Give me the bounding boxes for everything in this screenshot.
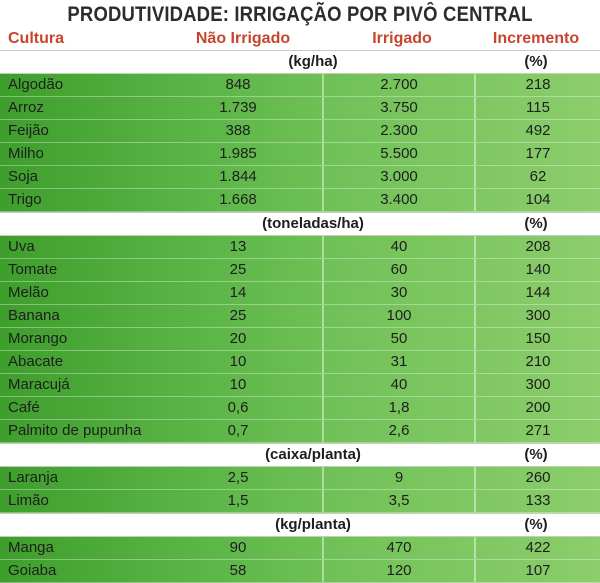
section-rows [0,236,600,443]
table-row [0,420,600,443]
cell-nao-irrigado: 1.739 [219,99,257,116]
table-row [0,305,600,328]
cell-nao-irrigado: 25 [229,261,247,278]
cell-cultura: Morango [8,330,68,347]
cell-irrigado: 60 [322,259,474,281]
cell-irrigado: 2,6 [322,420,474,442]
header-cultura: Cultura [8,30,64,47]
cell-cultura: Manga [8,539,54,556]
table-row [0,537,600,560]
cell-nao-irrigado: 1.985 [219,145,257,162]
cell-irrigado: 2.700 [322,74,474,96]
table-row [0,490,600,513]
unit-row [0,50,600,74]
cell-incremento: 210 [474,351,600,373]
table-row [0,467,600,490]
cell-cultura: Limão [8,492,49,509]
cell-cultura: Algodão [8,76,64,93]
unit-row [0,212,600,236]
unit-label: (kg/ha) [288,53,338,70]
cell-cultura: Arroz [8,99,44,116]
cell-cultura: Trigo [8,191,42,208]
cell-nao-irrigado: 388 [225,122,251,139]
cell-cultura: Uva [8,238,35,255]
cell-irrigado: 30 [322,282,474,304]
cell-cultura: Abacate [8,353,64,370]
cell-cultura: Tomate [8,261,58,278]
cell-cultura: Maracujá [8,376,70,393]
cell-incremento: 271 [474,420,600,442]
page-title: PRODUTIVIDADE: IRRIGAÇÃO POR PIVÔ CENTRAL [67,3,533,26]
cell-irrigado: 3.750 [322,97,474,119]
unit-label: (kg/planta) [275,516,351,533]
unit-spacer [0,514,154,536]
cell-incremento: 200 [474,397,600,419]
cell-nao-irrigado: 14 [229,284,247,301]
table-row [0,351,600,374]
unit-spacer [0,444,154,466]
cell-incremento: 300 [474,374,600,396]
table-row [0,143,600,166]
cell-incremento: 107 [474,560,600,582]
cell-nao-irrigado: 0,6 [227,399,249,416]
section-rows [0,74,600,212]
table-row [0,97,600,120]
cell-nao-irrigado: 25 [229,307,247,324]
cell-incremento: 492 [474,120,600,142]
cell-incremento: 218 [474,74,600,96]
cell-cultura: Melão [8,284,49,301]
percent-label: (%) [524,215,548,232]
cell-irrigado: 120 [322,560,474,582]
cell-nao-irrigado: 10 [229,376,247,393]
table-row [0,328,600,351]
table-header [0,27,600,50]
table-row [0,166,600,189]
cell-nao-irrigado: 10 [229,353,247,370]
cell-incremento: 115 [474,97,600,119]
cell-nao-irrigado: 13 [229,238,247,255]
cell-incremento: 104 [474,189,600,211]
table-row [0,189,600,212]
cell-cultura: Café [8,399,40,416]
section-rows [0,467,600,513]
cell-incremento: 150 [474,328,600,350]
cell-irrigado: 5.500 [322,143,474,165]
cell-irrigado: 3.400 [322,189,474,211]
cell-incremento: 300 [474,305,600,327]
section-rows [0,537,600,583]
cell-nao-irrigado: 1.844 [219,168,257,185]
cell-cultura: Milho [8,145,44,162]
table-row [0,560,600,583]
cell-irrigado: 100 [322,305,474,327]
cell-incremento: 208 [474,236,600,258]
header-nao-irrigado: Não Irrigado [195,30,291,47]
cell-incremento: 133 [474,490,600,512]
unit-spacer [0,213,154,235]
unit-label: (toneladas/ha) [262,215,364,232]
cell-nao-irrigado: 2,5 [227,469,249,486]
table-body [0,50,600,583]
cell-cultura: Banana [8,307,60,324]
table-row [0,120,600,143]
cell-irrigado: 3.000 [322,166,474,188]
cell-irrigado: 9 [322,467,474,489]
cell-incremento: 260 [474,467,600,489]
cell-cultura: Goiaba [8,562,57,579]
cell-nao-irrigado: 58 [229,562,247,579]
cell-irrigado: 1,8 [322,397,474,419]
cell-cultura: Palmito de pupunha [8,422,142,439]
cell-cultura: Soja [8,168,39,185]
cell-incremento: 177 [474,143,600,165]
cell-irrigado: 40 [322,236,474,258]
cell-incremento: 422 [474,537,600,559]
cell-irrigado: 31 [322,351,474,373]
cell-irrigado: 3,5 [322,490,474,512]
percent-label: (%) [524,53,548,70]
cell-nao-irrigado: 20 [229,330,247,347]
cell-nao-irrigado: 848 [225,76,251,93]
cell-nao-irrigado: 0,7 [227,422,249,439]
table-row [0,74,600,97]
unit-spacer [0,51,154,73]
percent-label: (%) [524,516,548,533]
table-row [0,282,600,305]
cell-incremento: 140 [474,259,600,281]
unit-row [0,443,600,467]
header-irrigado: Irrigado [372,30,432,47]
table-row [0,374,600,397]
cell-cultura: Feijão [8,122,49,139]
cell-irrigado: 470 [322,537,474,559]
cell-irrigado: 2.300 [322,120,474,142]
cell-irrigado: 40 [322,374,474,396]
unit-label: (caixa/planta) [265,446,361,463]
table-row [0,397,600,420]
cell-nao-irrigado: 1,5 [227,492,249,509]
header-incremento: Incremento [492,30,580,47]
table-row [0,259,600,282]
cell-cultura: Laranja [8,469,59,486]
cell-incremento: 62 [474,166,600,188]
unit-row [0,513,600,537]
cell-nao-irrigado: 1.668 [219,191,257,208]
cell-nao-irrigado: 90 [229,539,247,556]
table-row [0,236,600,259]
cell-irrigado: 50 [322,328,474,350]
cell-incremento: 144 [474,282,600,304]
percent-label: (%) [524,446,548,463]
